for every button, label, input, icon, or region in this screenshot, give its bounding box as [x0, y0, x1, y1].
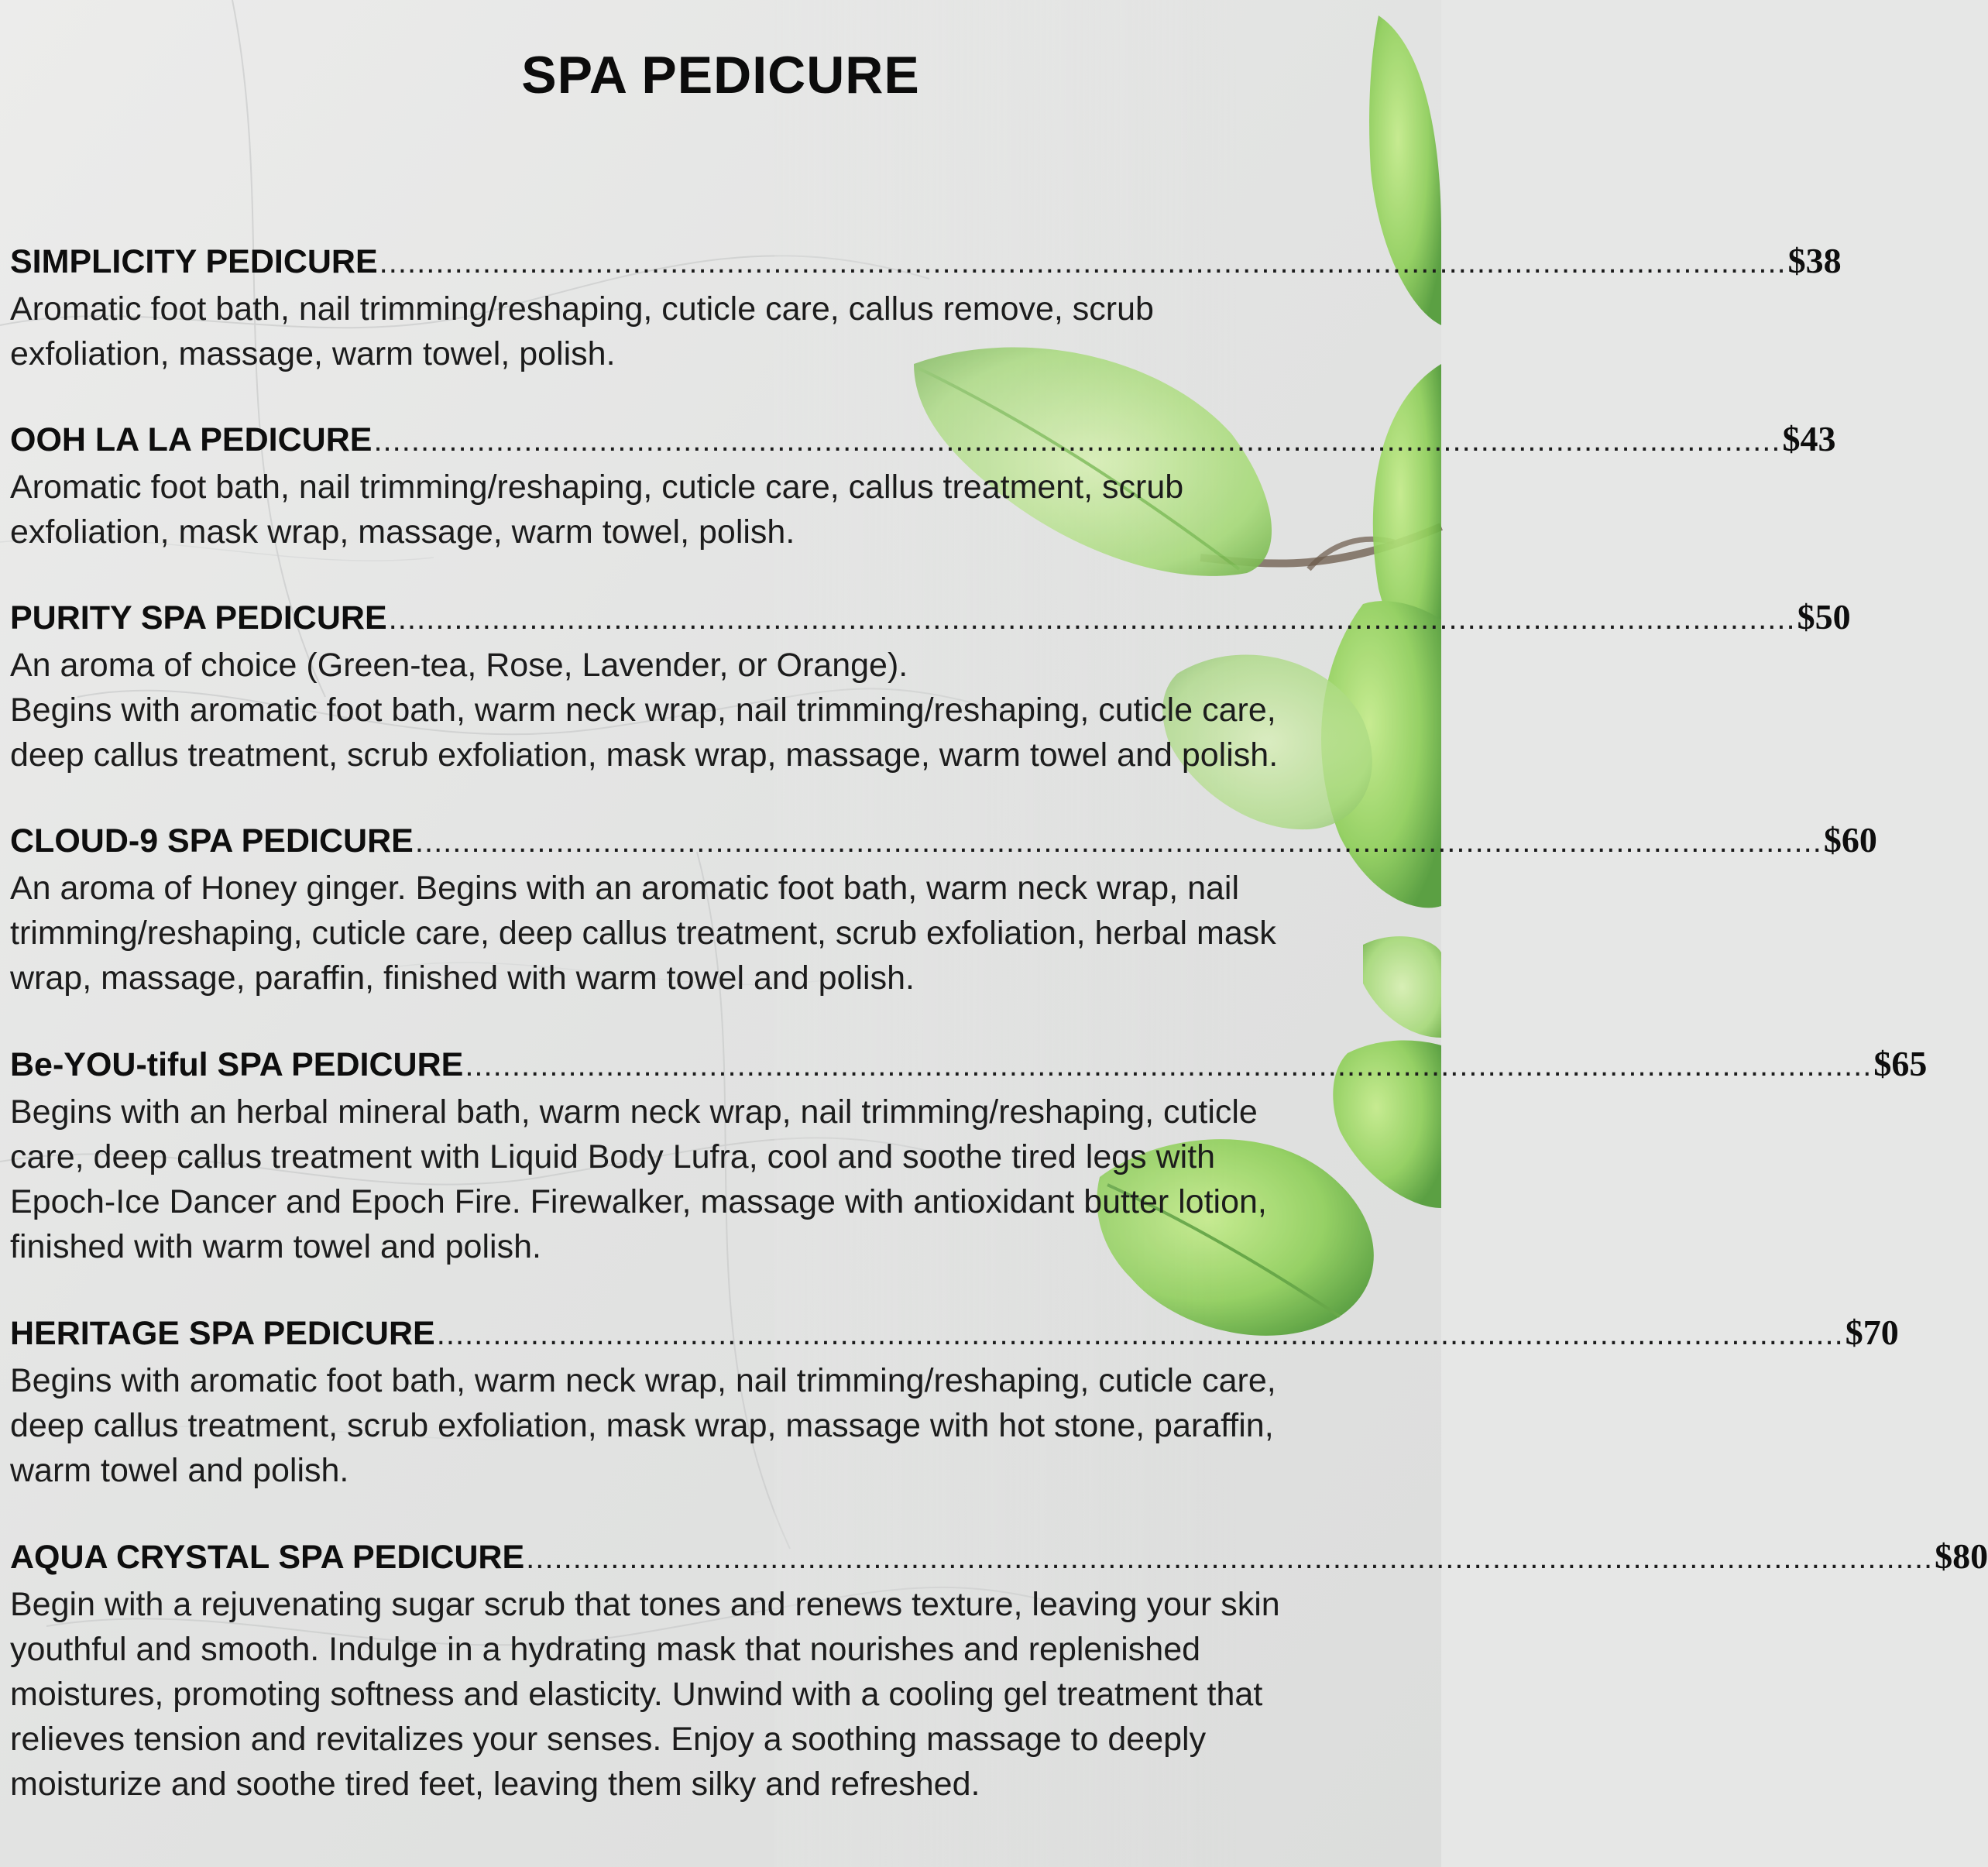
- description-line: relieves tension and revitalizes your senses. Enjoy a soothing massage to deeply: [10, 1721, 1207, 1758]
- description-line: An aroma of Honey ginger. Begins with an aromatic foot bath, warm neck wrap, nail: [10, 870, 1240, 907]
- description-line: Begins with aromatic foot bath, warm neck wrap, nail trimming/reshaping, cuticle care,: [10, 1362, 1276, 1399]
- description-line: exfoliation, massage, warm towel, polish.: [10, 335, 616, 372]
- service-price: $80: [1935, 1536, 1988, 1576]
- service-name: OOH LA LA PEDICURE: [10, 421, 373, 458]
- service-item-cloud-9: [10, 819, 1877, 1000]
- description-line: Epoch-Ice Dancer and Epoch Fire. Firewalker, massage with antioxidant butter lotion,: [10, 1183, 1267, 1220]
- description-line: trimming/reshaping, cuticle care, deep callus treatment, scrub exfoliation, herbal mask: [10, 915, 1276, 952]
- description-line: deep callus treatment, scrub exfoliation, mask wrap, massage with hot stone, paraffin,: [10, 1407, 1274, 1444]
- description-line: Aromatic foot bath, nail trimming/reshaping, cuticle care, callus remove, scrub: [10, 290, 1154, 328]
- dot-leader: ......................................................................................................................................................: [414, 825, 1822, 859]
- service-name: HERITAGE SPA PEDICURE: [10, 1315, 435, 1352]
- page-title: SPA PEDICURE: [521, 46, 920, 105]
- description-line: moisturize and soothe tired feet, leaving them silky and refreshed.: [10, 1766, 980, 1803]
- service-price: $60: [1823, 820, 1877, 860]
- description-line: care, deep callus treatment with Liquid Body Lufra, cool and soothe tired legs with: [10, 1138, 1216, 1175]
- service-item-purity: [10, 596, 1851, 777]
- service-price: $65: [1873, 1044, 1928, 1083]
- description-line: youthful and smooth. Indulge in a hydrating mask that nourishes and replenished: [10, 1631, 1201, 1668]
- description-line: wrap, massage, paraffin, finished with warm towel and polish.: [10, 959, 915, 997]
- service-description: [10, 1090, 1427, 1269]
- service-item-simplicity: [10, 240, 1842, 376]
- service-name: SIMPLICITY PEDICURE: [10, 243, 378, 280]
- service-name: AQUA CRYSTAL SPA PEDICURE: [10, 1539, 525, 1576]
- service-header: [10, 1312, 1899, 1358]
- service-item-ooh-la-la: [10, 418, 1836, 554]
- service-item-be-you-tiful: [10, 1043, 1928, 1269]
- description-line: exfoliation, mask wrap, massage, warm towel, polish.: [10, 513, 795, 551]
- service-price: $50: [1797, 597, 1851, 637]
- service-header: [10, 1536, 1988, 1582]
- description-line: An aroma of choice (Green-tea, Rose, Lavender, or Orange).: [10, 647, 908, 684]
- service-header: [10, 596, 1851, 643]
- service-price: $43: [1782, 419, 1836, 458]
- service-price: $70: [1845, 1313, 1899, 1352]
- service-item-aqua-crystal: [10, 1536, 1988, 1807]
- dot-leader: ......................................................................................................................................................: [465, 1048, 1873, 1083]
- service-description: [10, 643, 1427, 777]
- service-description: [10, 465, 1427, 554]
- dot-leader: ......................................................................................................................................................: [379, 245, 1787, 280]
- description-line: Aromatic foot bath, nail trimming/reshaping, cuticle care, callus treatment, scrub: [10, 468, 1184, 506]
- dot-leader: ......................................................................................................................................................: [526, 1541, 1934, 1575]
- service-name: CLOUD-9 SPA PEDICURE: [10, 822, 414, 860]
- description-line: finished with warm towel and polish.: [10, 1228, 541, 1265]
- service-header: [10, 240, 1842, 287]
- description-line: Begins with aromatic foot bath, warm neck wrap, nail trimming/reshaping, cuticle care,: [10, 692, 1276, 729]
- dot-leader: ......................................................................................................................................................: [436, 1317, 1844, 1351]
- service-price: $38: [1787, 241, 1842, 280]
- description-line: deep callus treatment, scrub exfoliation, mask wrap, massage, warm towel and polish.: [10, 736, 1279, 774]
- dot-leader: ......................................................................................................................................................: [388, 602, 1796, 636]
- description-line: Begins with an herbal mineral bath, warm neck wrap, nail trimming/reshaping, cuticle: [10, 1093, 1258, 1131]
- dot-leader: ......................................................................................................................................................: [373, 424, 1781, 458]
- service-name: PURITY SPA PEDICURE: [10, 599, 387, 637]
- service-header: [10, 1043, 1928, 1090]
- service-description: [10, 866, 1427, 1000]
- description-line: Begin with a rejuvenating sugar scrub that tones and renews texture, leaving your skin: [10, 1586, 1280, 1623]
- service-description: [10, 1358, 1427, 1493]
- service-item-heritage: [10, 1312, 1899, 1493]
- service-description: [10, 1582, 1427, 1807]
- service-description: [10, 287, 1427, 376]
- description-line: moistures, promoting softness and elasticity. Unwind with a cooling gel treatment that: [10, 1676, 1263, 1713]
- service-header: [10, 418, 1836, 465]
- service-name: Be-YOU-tiful SPA PEDICURE: [10, 1046, 464, 1083]
- description-line: warm towel and polish.: [10, 1452, 349, 1489]
- service-header: [10, 819, 1877, 866]
